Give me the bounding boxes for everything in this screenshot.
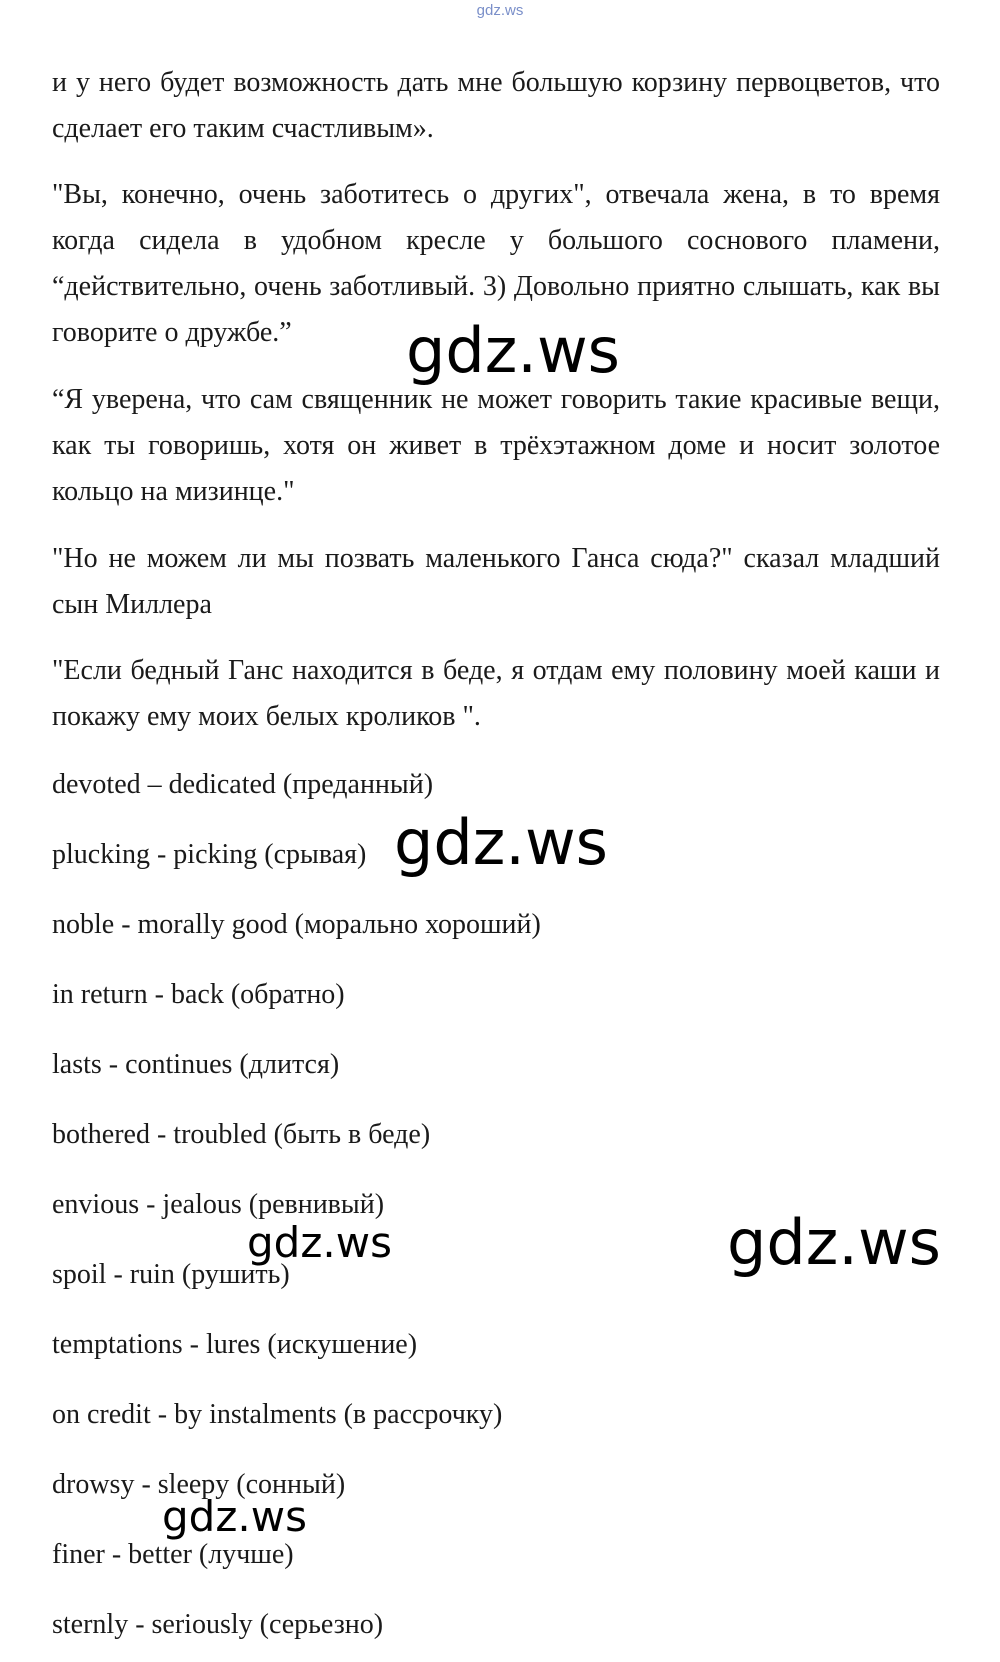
vocab-item: bothered - troubled (быть в беде)	[52, 1119, 431, 1150]
paragraph-1: и у него будет возможность дать мне большую корзину первоцветов, что сделает его таким счастливым».	[52, 67, 940, 144]
watermark: gdz.ws	[406, 314, 620, 387]
paragraph-3: “Я уверена, что сам священник не может говорить такие красивые вещи, как ты говоришь, хотя он живет в трёхэтажном доме и носит золотое кольцо на мизинце."	[52, 384, 940, 507]
vocab-item: in return - back (обратно)	[52, 979, 345, 1010]
watermark: gdz.ws	[727, 1206, 941, 1279]
vocab-item: drowsy - sleepy (сонный)	[52, 1469, 346, 1500]
paragraph-4: "Но не можем ли мы позвать маленького Ганса сюда?" сказал младший сын Миллера	[52, 543, 940, 620]
vocab-item: finer - better (лучше)	[52, 1539, 294, 1570]
top-watermark: gdz.ws	[476, 2, 524, 19]
vocab-item: lasts - continues (длится)	[52, 1049, 340, 1080]
vocab-item: plucking - picking (срывая)	[52, 839, 367, 870]
vocab-item: envious - jealous (ревнивый)	[52, 1189, 385, 1220]
vocab-item: devoted – dedicated (преданный)	[52, 769, 434, 800]
vocab-item: spoil - ruin (рушить)	[52, 1259, 290, 1290]
paragraph-2: "Вы, конечно, очень заботитесь о других", отвечала жена, в то время когда сидела в удобном кресле у большого соснового пламени, “действительно, очень заботливый. 3) Довольно приятно слышать, как вы говорите о дружбе.”	[52, 179, 940, 348]
watermark: gdz.ws	[162, 1492, 307, 1541]
watermark: gdz.ws	[247, 1218, 392, 1267]
vocab-item: temptations - lures (искушение)	[52, 1329, 418, 1360]
watermark: gdz.ws	[394, 806, 608, 879]
vocab-item: on credit - by instalments (в рассрочку)	[52, 1399, 503, 1430]
paragraph-5: "Если бедный Ганс находится в беде, я отдам ему половину моей каши и покажу ему моих белых кроликов ".	[52, 655, 940, 732]
vocab-item: sternly - seriously (серьезно)	[52, 1609, 384, 1640]
vocab-item: noble - morally good (морально хороший)	[52, 909, 541, 940]
